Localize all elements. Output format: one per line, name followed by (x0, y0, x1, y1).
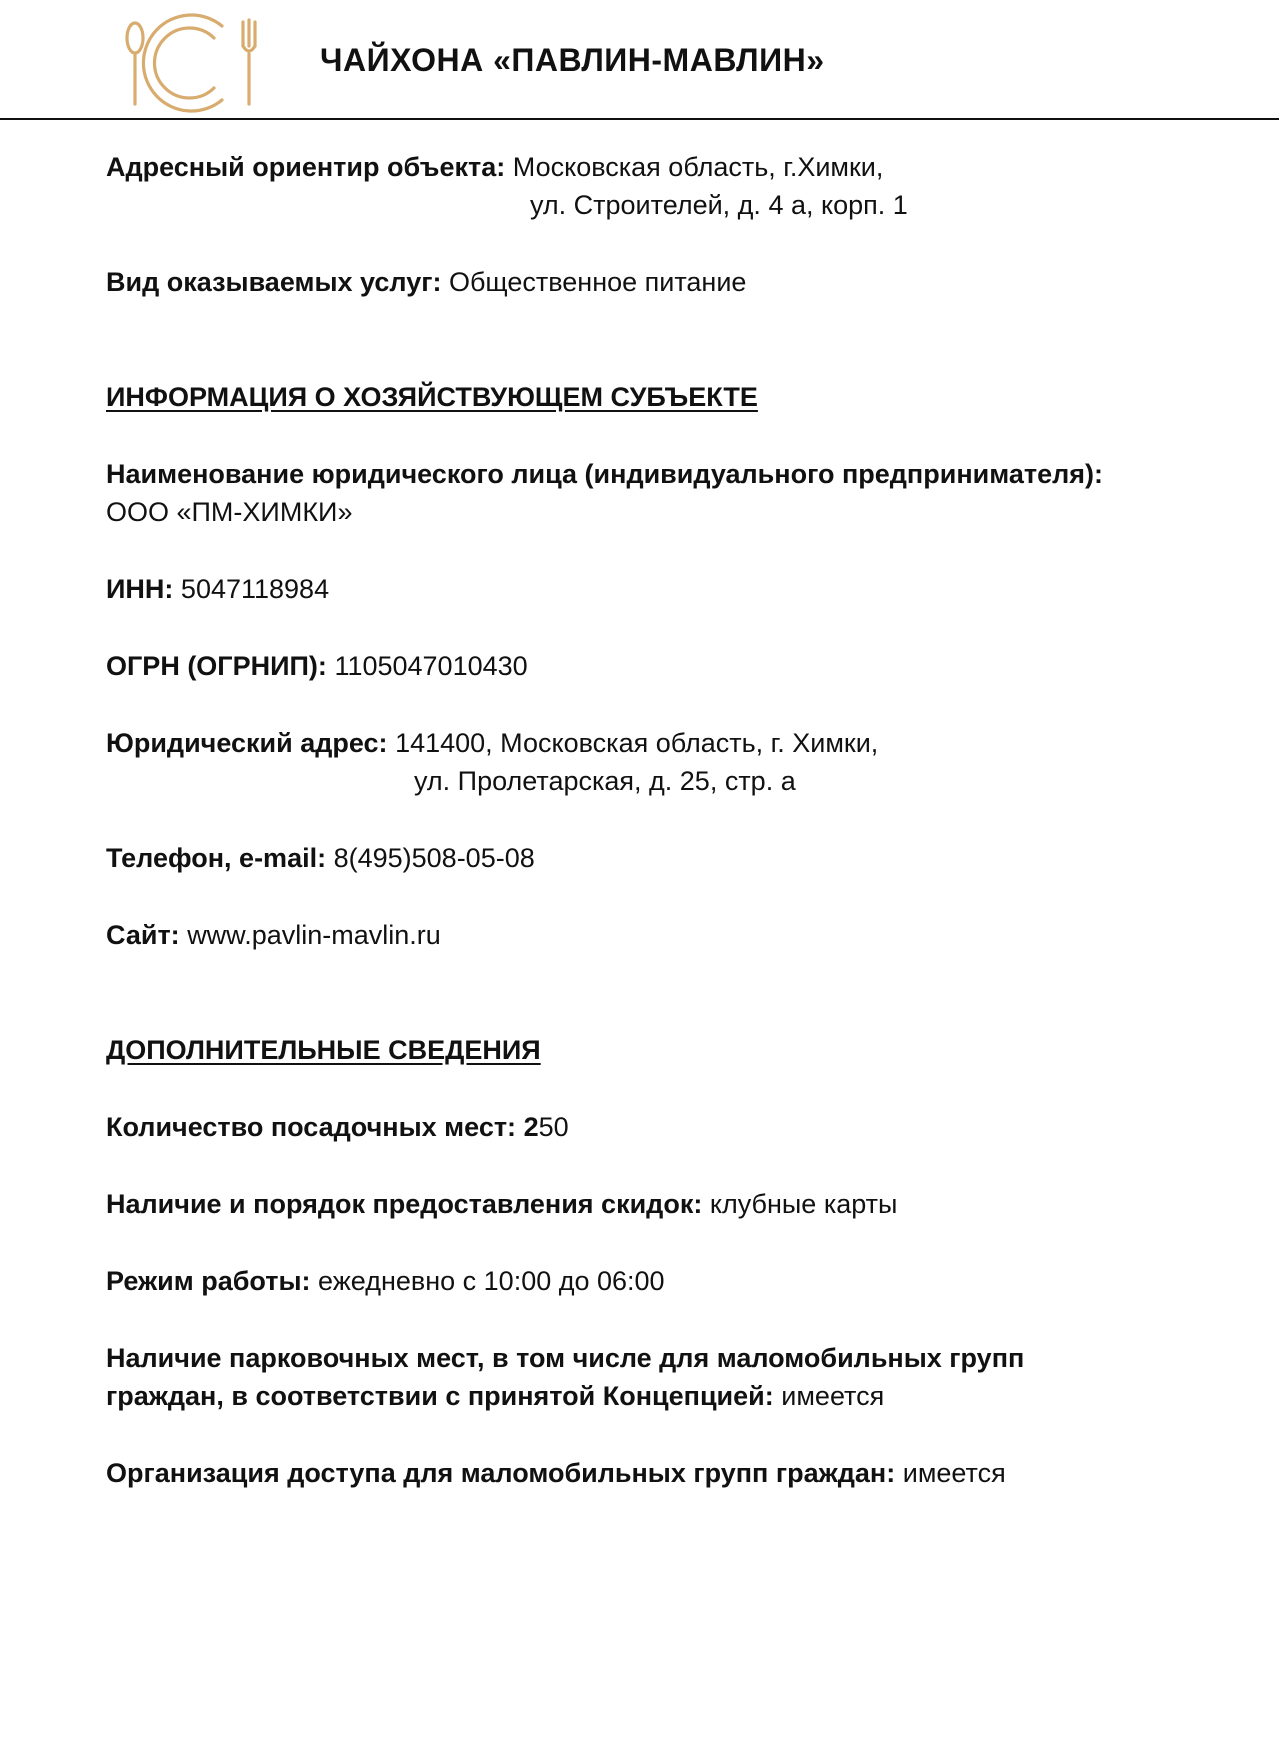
parking-row (106, 1377, 884, 1415)
address-value-line1: Московская область, г.Химки, (512, 152, 884, 182)
site-value: www.pavlin-mavlin.ru (187, 920, 441, 950)
page-header (0, 0, 1279, 120)
legal-address-line1: 141400, Московская область, г. Химки, (395, 728, 879, 758)
seats-label: Количество посадочных мест: (106, 1112, 517, 1142)
site-label: Сайт: (106, 920, 180, 950)
parking-value: имеется (781, 1381, 885, 1411)
phone-value: 8(495)508-05-08 (333, 843, 535, 873)
discounts-row (106, 1185, 897, 1223)
section-heading-entity: ИНФОРМАЦИЯ О ХОЗЯЙСТВУЮЩЕМ СУБЪЕКТЕ (106, 382, 758, 412)
address-value-line2: ул. Строителей, д. 4 а, корп. 1 (530, 190, 908, 220)
discounts-value: клубные карты (709, 1189, 898, 1219)
phone-row (106, 839, 535, 877)
entity-name-value: ООО «ПМ-ХИМКИ» (106, 497, 353, 527)
address-row (106, 148, 883, 186)
plate-spoon-fork-icon (118, 8, 268, 120)
ogrn-value: 1105047010430 (334, 651, 528, 681)
parking-label-line2: граждан, в соответствии с принятой Концепцией: (106, 1381, 774, 1411)
site-row (106, 916, 441, 954)
access-label: Организация доступа для маломобильных групп граждан: (106, 1458, 896, 1488)
services-row (106, 263, 746, 301)
seats-value-bold: 2 (523, 1112, 539, 1142)
discounts-label: Наличие и порядок предоставления скидок: (106, 1189, 703, 1219)
parking-label-line1: Наличие парковочных мест, в том числе для маломобильных групп (106, 1343, 1025, 1373)
inn-value: 5047118984 (180, 574, 330, 604)
services-label: Вид оказываемых услуг: (106, 267, 442, 297)
header-divider (0, 118, 1279, 120)
access-value: имеется (902, 1458, 1006, 1488)
hours-value: ежедневно с 10:00 до 06:00 (318, 1266, 665, 1296)
seats-row (106, 1108, 569, 1146)
ogrn-label: ОГРН (ОГРНИП): (106, 651, 327, 681)
inn-label: ИНН: (106, 574, 174, 604)
hours-label: Режим работы: (106, 1266, 311, 1296)
phone-label: Телефон, e-mail: (106, 843, 327, 873)
page-title: ЧАЙХОНА «ПАВЛИН-МАВЛИН» (320, 42, 825, 78)
legal-address-row (106, 724, 878, 762)
legal-address-line2: ул. Пролетарская, д. 25, стр. а (414, 766, 796, 796)
entity-name-label: Наименование юридического лица (индивидуального предпринимателя): (106, 459, 1103, 489)
services-value: Общественное питание (448, 267, 747, 297)
inn-row (106, 570, 329, 608)
hours-row (106, 1262, 665, 1300)
access-row (106, 1454, 1006, 1492)
seats-value-rest: 50 (538, 1112, 569, 1142)
legal-address-label: Юридический адрес: (106, 728, 388, 758)
ogrn-row (106, 647, 528, 685)
address-label: Адресный ориентир объекта: (106, 152, 506, 182)
section-heading-extra: ДОПОЛНИТЕЛЬНЫЕ СВЕДЕНИЯ (106, 1035, 541, 1065)
